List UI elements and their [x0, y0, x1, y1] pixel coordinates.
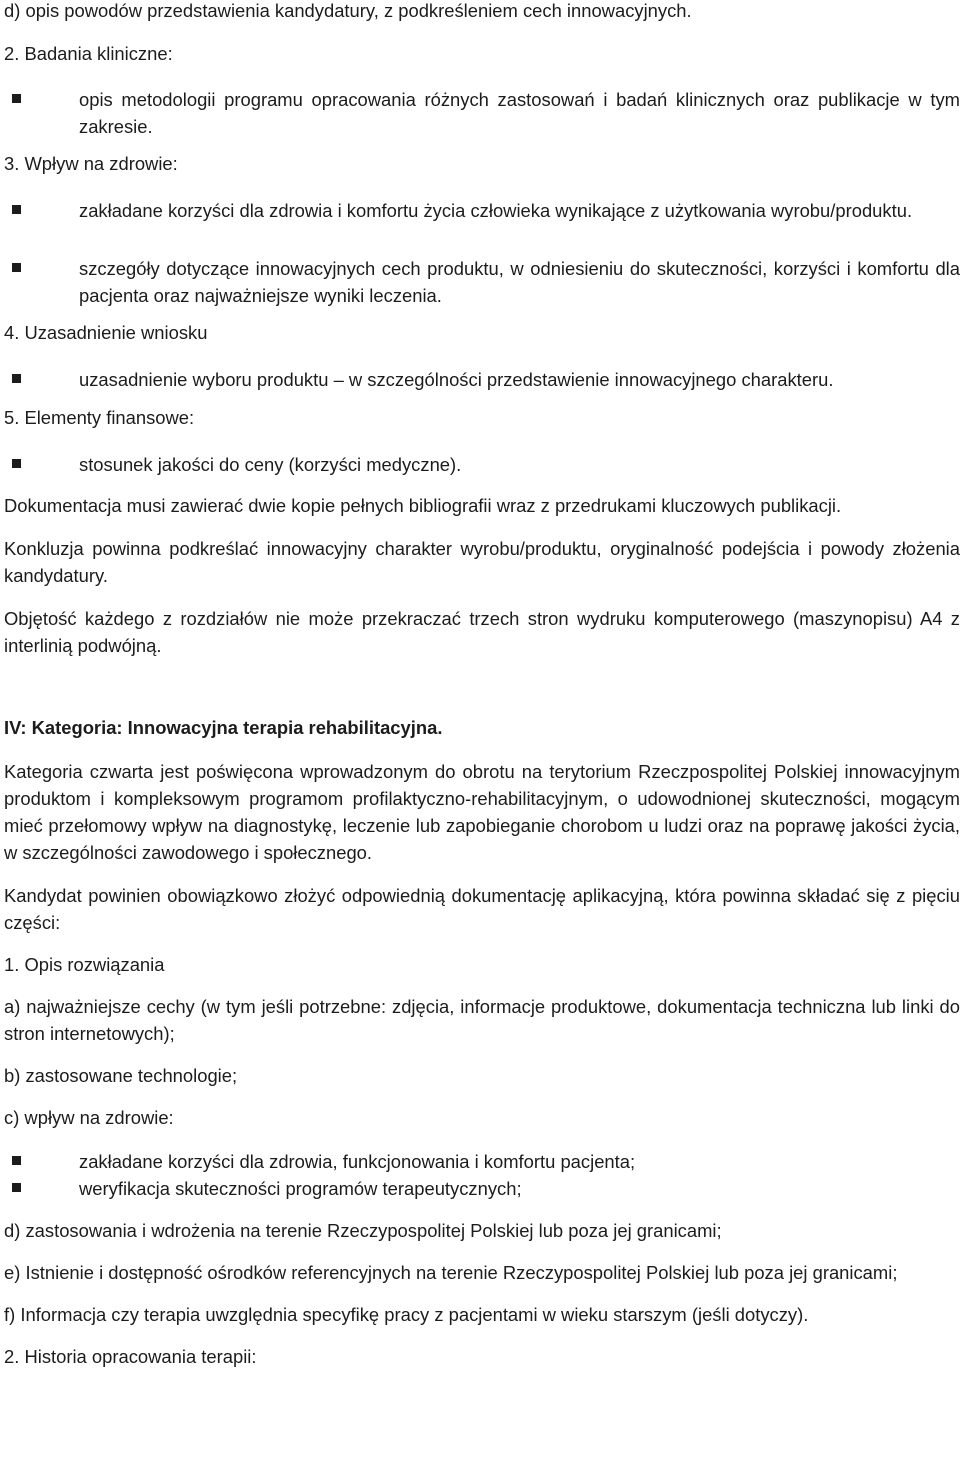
square-bullet-icon	[12, 1183, 21, 1192]
paragraph: a) najważniejsze cechy (w tym jeśli potrzebne: zdjęcia, informacje produktowe, dokumentacja techniczna lub linki do stron internetowych);	[4, 996, 960, 1044]
paragraph: b) zastosowane technologie;	[4, 1065, 238, 1086]
paragraph: e) Istnienie i dostępność ośrodków referencyjnych na terenie Rzeczypospolitej Polskiej lub poza jej granicami;	[4, 1262, 898, 1283]
square-bullet-icon	[12, 459, 21, 468]
section-heading-clinical-trials: 2. Badania kliniczne:	[4, 43, 173, 64]
bullet-list	[4, 451, 960, 478]
square-bullet-icon	[12, 94, 21, 103]
list-item: zakładane korzyści dla zdrowia i komfortu życia człowieka wynikające z użytkowania wyrobu/produktu.	[4, 197, 960, 224]
paragraph: Kategoria czwarta jest poświęcona wprowadzonym do obrotu na terytorium Rzeczpospolitej Polskiej innowacyjnym produktom i kompleksowym programom profilaktyczno-rehabilitacyjnym, o udowodnionej skuteczności, mogącym mieć przełomowy wpływ na diagnostykę, leczenie lub zapobieganie chorobom u ludzi oraz na poprawę jakości życia, w szczególności zawodowego i społecznego.	[4, 761, 960, 863]
square-bullet-icon	[12, 1156, 21, 1165]
bullet-list	[4, 1148, 960, 1202]
category-heading: IV: Kategoria: Innowacyjna terapia rehabilitacyjna.	[4, 717, 443, 738]
paragraph: c) wpływ na zdrowie:	[4, 1107, 174, 1128]
square-bullet-icon	[12, 263, 21, 272]
paragraph: f) Informacja czy terapia uwzględnia specyfikę pracy z pacjentami w wieku starszym (jeśli dotyczy).	[4, 1304, 809, 1325]
paragraph: d) opis powodów przedstawienia kandydatury, z podkreśleniem cech innowacyjnych.	[4, 0, 692, 21]
paragraph: Konkluzja powinna podkreślać innowacyjny charakter wyrobu/produktu, oryginalność podejścia i powody złożenia kandydatury.	[4, 538, 960, 586]
bullet-list	[4, 197, 960, 224]
bullet-list	[4, 255, 960, 309]
list-item: stosunek jakości do ceny (korzyści medyczne).	[4, 451, 960, 478]
square-bullet-icon	[12, 205, 21, 214]
square-bullet-icon	[12, 374, 21, 383]
bullet-list	[4, 366, 960, 393]
bullet-list	[4, 86, 960, 140]
list-item: opis metodologii programu opracowania różnych zastosowań i badań klinicznych oraz publikacje w tym zakresie.	[4, 86, 960, 140]
section-heading-justification: 4. Uzasadnienie wniosku	[4, 322, 208, 343]
paragraph: Objętość każdego z rozdziałów nie może przekraczać trzech stron wydruku komputerowego (maszynopisu) A4 z interlinią podwójną.	[4, 608, 960, 656]
paragraph: Kandydat powinien obowiązkowo złożyć odpowiednią dokumentację aplikacyjną, która powinna składać się z pięciu części:	[4, 885, 960, 933]
subsection-heading: 1. Opis rozwiązania	[4, 954, 165, 975]
list-item: uzasadnienie wyboru produktu – w szczególności przedstawienie innowacyjnego charakteru.	[4, 366, 960, 393]
section-heading-financial: 5. Elementy finansowe:	[4, 407, 195, 428]
list-item: weryfikacja skuteczności programów terapeutycznych;	[4, 1175, 960, 1202]
paragraph: Dokumentacja musi zawierać dwie kopie pełnych bibliografii wraz z przedrukami kluczowych publikacji.	[4, 495, 842, 516]
subsection-heading: 2. Historia opracowania terapii:	[4, 1346, 257, 1367]
list-item: zakładane korzyści dla zdrowia, funkcjonowania i komfortu pacjenta;	[4, 1148, 960, 1175]
section-heading-health-impact: 3. Wpływ na zdrowie:	[4, 153, 178, 174]
paragraph: d) zastosowania i wdrożenia na terenie Rzeczypospolitej Polskiej lub poza jej granicami;	[4, 1220, 722, 1241]
document-page	[4, 0, 960, 1370]
list-item: szczegóły dotyczące innowacyjnych cech produktu, w odniesieniu do skuteczności, korzyści i komfortu dla pacjenta oraz najważniejsze wyniki leczenia.	[4, 255, 960, 309]
